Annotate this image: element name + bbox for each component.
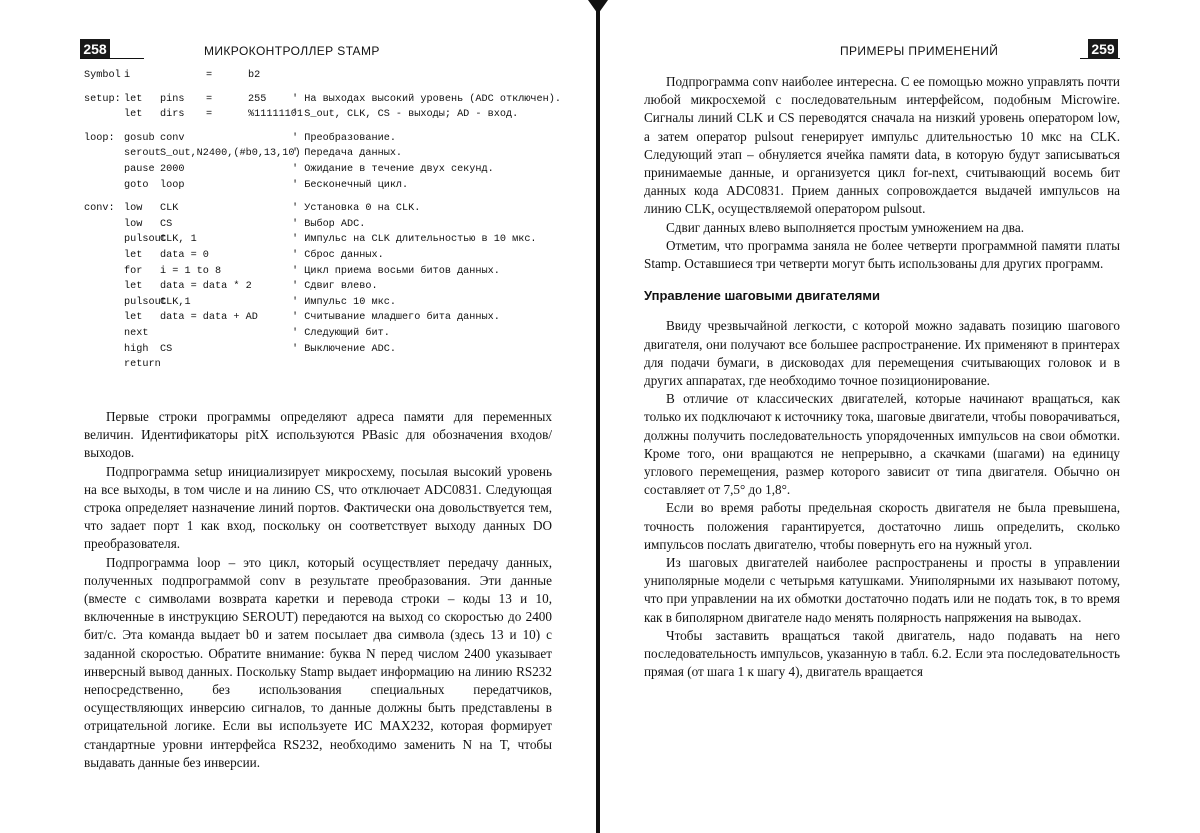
paragraph: Чтобы заставить вращаться такой двигатель, надо подавать на него последовательность импульсов, указанную в табл. 6.2. Если эта последовательность прямая (от шага 1 к шагу 4), двигатель вращается [644, 627, 1120, 680]
code-arg: data = data * 2 [160, 281, 252, 293]
code-comment: ' Считывание младшего бита данных. [292, 312, 500, 324]
left-body-text [84, 408, 552, 772]
code-op: let [124, 109, 143, 121]
paragraph: Подпрограмма setup инициализирует микросхему, посылая высокий уровень на все выходы, в том числе и на линию CS, что отключает ADC0831. Следующая строка определяет назначение линий портов. Фактически она довольствуется тем, что задает порт 1 как вход, поскольку он соответствует выходу данных DO преобразователя. [84, 463, 552, 552]
code-op: low [124, 203, 143, 215]
code-arg: CLK [160, 203, 179, 215]
code-line [84, 234, 594, 250]
code-arg: pins [160, 93, 185, 105]
code-arg: S_out,N2400,(#b0,13,10) [160, 148, 301, 160]
code-op: let [124, 281, 143, 293]
code-line [84, 344, 594, 360]
code-op: low [124, 218, 143, 230]
paragraph: Отметим, что программа заняла не более четверти программной памяти платы Stamp. Оставшиеся три четверти могут быть использованы для других программ. [644, 237, 1120, 272]
code-label: Symbol [84, 70, 121, 81]
code-line [84, 164, 594, 180]
code-line [84, 281, 594, 297]
page-number-right: 259 [1088, 39, 1118, 59]
code-op: i [124, 70, 131, 81]
code-op: gosub [124, 132, 155, 144]
right-page [600, 0, 1200, 833]
right-body-text [644, 73, 1120, 682]
code-op: pause [124, 163, 155, 175]
code-line [84, 312, 594, 328]
code-comment: ' Выбор ADC. [292, 218, 366, 230]
code-line [84, 180, 594, 196]
code-arg: data = 0 [160, 249, 209, 261]
code-val: %11111101 [248, 109, 304, 121]
code-val: b2 [248, 70, 261, 81]
code-line [84, 250, 594, 266]
code-listing [84, 70, 594, 375]
code-comment: ' Импульс на CLK длительностью в 10 мкс. [292, 234, 537, 246]
code-comment: ' Сброс данных. [292, 249, 384, 261]
code-line [84, 70, 594, 86]
code-comment: ' Выключение ADC. [292, 343, 396, 355]
code-comment: ' Цикл приема восьми битов данных. [292, 265, 500, 277]
running-head-left: МИКРОКОНТРОЛЛЕР STAMP [204, 44, 380, 58]
code-op: let [124, 93, 143, 105]
section-heading: Управление шаговыми двигателями [644, 288, 880, 304]
code-line [84, 109, 594, 125]
paragraph: В отличие от классических двигателей, которые начинают вращаться, как только их подключают к источнику тока, шаговые двигатели, чтобы поворачиваться, должны получить последовательность упорядоченных импульсов на свои обмотки. Кроме того, они вращаются не непрерывно, а скачками (шагами) на единицу углового перемещения, размер которого зависит от типа двигателя. Обычно он составляет от 7,5° до 1,8°. [644, 391, 1120, 498]
code-line [84, 94, 594, 110]
header-rule-left [80, 58, 144, 59]
code-line [84, 328, 594, 344]
code-arg: CS [160, 343, 173, 355]
code-eq: = [206, 93, 213, 105]
paragraph: Сдвиг данных влево выполняется простым умножением на два. [666, 219, 1024, 235]
code-comment: ' Передача данных. [292, 148, 403, 160]
code-comment: ' Преобразование. [292, 132, 396, 144]
code-arg: 2000 [160, 163, 185, 175]
code-arg: conv [160, 132, 185, 144]
paragraph: Подпрограмма loop – это цикл, который осуществляет передачу данных, полученных подпрограммой conv в результате преобразования. Эти данные (вместе с символами возврата каретки и перевода строки – коды 13 и 10, включенные в инструкцию SEROUT) передаются на выход со скоростью до 2400 бит/с. Эта команда выдает b0 и затем посылает два символа (здесь 13 и 10) с заданной скоростью. Обратите внимание: буква N перед числом 2400 указывает инверсный вывод данных. Поскольку Stamp выдает информацию на линию RS232 непосредственно, без использования специальных передатчиков, осуществляющих инверсию сигналов, то данные должны быть представлены в отрицательной логике. Если вы используете ИС MAX232, которая формирует стандартные уровни интерфейса RS232, необходимо заменить N на T, чтобы выдавать данные без инверсии. [84, 554, 552, 770]
code-val: 255 [248, 93, 267, 105]
code-line [84, 203, 594, 219]
code-arg: CLK, 1 [160, 234, 197, 246]
code-label: conv: [84, 203, 115, 215]
code-line [84, 359, 594, 375]
code-op: for [124, 265, 143, 277]
code-line [84, 148, 594, 164]
code-comment: ' Импульс 10 мкс. [292, 296, 396, 308]
code-comment: ' Следующий бит. [292, 327, 390, 339]
code-label: loop: [84, 132, 115, 144]
code-eq: = [206, 109, 213, 121]
paragraph: Первые строки программы определяют адреса памяти для переменных величин. Идентификаторы pitX используются PBasic для обозначения входов/выходов. [84, 409, 552, 461]
code-comment: ' Бесконечный цикл. [292, 179, 409, 191]
code-op: pulsout [124, 296, 167, 308]
code-arg: dirs [160, 109, 185, 121]
code-arg: CLK,1 [160, 296, 191, 308]
left-page [0, 0, 598, 833]
code-arg: i = 1 to 8 [160, 265, 222, 277]
code-op: let [124, 249, 143, 261]
code-line [84, 297, 594, 313]
code-label: setup: [84, 93, 121, 105]
code-op: high [124, 343, 149, 355]
code-comment: ' На выходах высокий уровень (ADC отключен). [292, 93, 561, 105]
code-arg: data = data + AD [160, 312, 258, 324]
code-op: next [124, 327, 149, 339]
paragraph: Если во время работы предельная скорость двигателя не была превышена, точность положения гарантируется, достаточно лишь определить, сколько импульсов послать двигателю, чтобы повернуть его на нужный угол. [644, 500, 1120, 552]
code-line [84, 219, 594, 235]
code-op: serout [124, 148, 161, 160]
code-arg: loop [160, 179, 185, 191]
code-comment: ' Установка 0 на CLK. [292, 203, 421, 215]
running-head-right: ПРИМЕРЫ ПРИМЕНЕНИЙ [840, 44, 999, 58]
paragraph: Из шаговых двигателей наиболее распространены и просты в управлении униполярные модели с четырьмя катушками. Униполярными их называют потому, что при управлении на их обмотки достаточно подать или не подать ток, в то время как в биполярном двигателе надо менять полярность напряжения на выводах. [644, 555, 1120, 625]
code-comment: ' S_out, CLK, CS - выходы; AD - вход. [292, 109, 519, 121]
code-op: pulsout [124, 234, 167, 246]
code-arg: CS [160, 218, 173, 230]
code-line [84, 133, 594, 149]
paragraph: Ввиду чрезвычайной легкости, с которой можно задавать позицию шагового двигателя, они получают все большее распространение. Их применяют в принтерах для подачи бумаги, в дисководах для перемещения считывающих головок и в других аппаратах, где необходимо точное позиционирование. [644, 318, 1120, 389]
code-comment: ' Сдвиг влево. [292, 281, 378, 293]
code-comment: ' Ожидание в течение двух секунд. [292, 163, 494, 175]
code-op: let [124, 312, 143, 324]
code-op: goto [124, 179, 149, 191]
code-line [84, 266, 594, 282]
code-arg: = [206, 70, 213, 81]
code-op: return [124, 359, 161, 371]
page-number-left: 258 [80, 39, 110, 59]
paragraph: Подпрограмма conv наиболее интересна. С ее помощью можно управлять почти любой микросхемой с последовательным интерфейсом, подобным Microwire. Сигналы линий CLK и CS переводятся сначала на низкий уровень оператором low, а затем оператор pulsout генерирует импульс длительностью 10 мкс на CLK. Следующий этап – обнуляется ячейка памяти data, в которую будут записываться принимаемые данные, и организуется цикл for-next, считывающий восемь бит данных кода ADC0831. Прием данных сопровождается выдачей импульсов на линию CLK, осуществляемой оператором pulsout. [644, 74, 1120, 217]
